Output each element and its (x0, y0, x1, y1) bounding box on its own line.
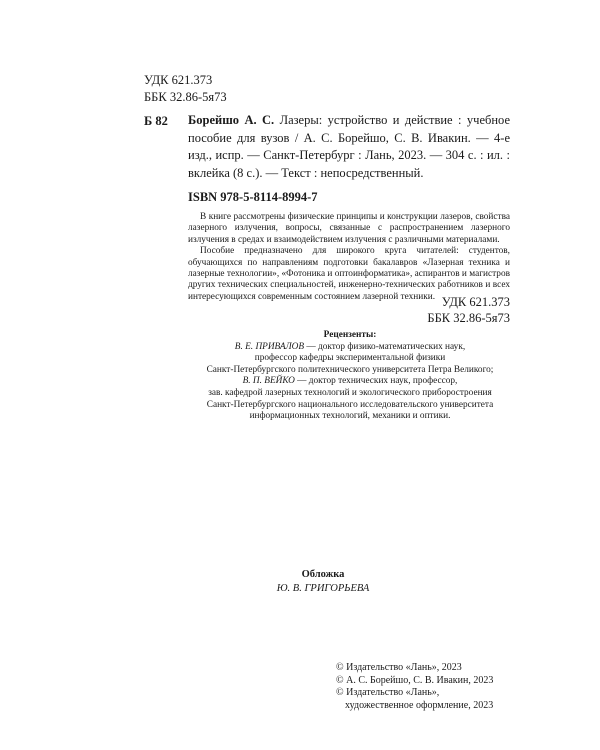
reviewer-1-line-3: Санкт-Петербургского политехнического университета Петра Великого; (206, 364, 494, 375)
reviewer-1-line-2: профессор кафедры экспериментальной физики (254, 353, 446, 364)
cover-credit (188, 568, 458, 596)
udc-block-top (144, 72, 227, 106)
copyright-line-3: © Издательство «Лань», (336, 687, 440, 699)
reviewer-2-line-3: Санкт-Петербургского национального исследовательского университета (206, 399, 494, 410)
reviewers-block (188, 330, 512, 423)
bbk-code-right: ББК 32.86-5я73 (427, 311, 510, 325)
reviewer-1-line-1 (188, 342, 512, 354)
annotation-paragraph-1: В книге рассмотрены физические принципы и конструкции лазеров, свойства лазерного излучения, вопросы, связанные с распространением лазерного излучения в средах и взаимодействием излучения с различными материалами. (188, 212, 510, 245)
reviewer-2-line-2: зав. кафедрой лазерных технологий и экологического приборостроения (208, 387, 492, 398)
reviewer-2-degree: — доктор технических наук, профессор, (294, 376, 458, 387)
bbk-code: ББК 32.86-5я73 (144, 90, 227, 104)
reviewer-2-line-4: информационных технологий, механики и оптики. (249, 411, 451, 422)
entry-author: Борейшо А. С. (188, 113, 275, 127)
reviewer-1-name: В. Е. ПРИВАЛОВ (234, 341, 305, 352)
cover-title: Обложка (301, 569, 345, 580)
copyright-line-2: © А. С. Борейшо, С. В. Ивакин, 2023 (336, 674, 494, 686)
reviewers-title: Рецензенты: (323, 330, 377, 340)
copyright-line-1: © Издательство «Лань», 2023 (336, 662, 462, 673)
reviewer-1-degree: — доктор физико-математических наук, (304, 341, 466, 352)
bibliographic-entry (188, 112, 510, 182)
annotation (188, 212, 510, 303)
entry-text: Лазеры: устройство и действие : учебное пособие для вузов / А. С. Борейшо, С. В. Ивакин. — 4-е изд., испр. — Санкт-Петербург : Лань, 2023. — 304 с. : ил. : вклейка (8 с.). — Текст : непосредственный. (188, 113, 510, 180)
author-code: Б 82 (144, 114, 168, 128)
reviewer-2-line-1 (188, 376, 512, 388)
copyright-block (336, 662, 493, 712)
udc-block-right (427, 294, 510, 326)
reviewer-2-name: В. П. ВЕЙКО (242, 376, 295, 387)
udk-code: УДК 621.373 (144, 73, 213, 87)
copyright-line-4: художественное оформление, 2023 (345, 699, 494, 711)
annotation-paragraph-2: Пособие предназначено для широкого круга читателей: студентов, обучающихся по направлениям подготовки бакалавров «Лазерная техника и лазерные технологии», «Фотоника и оптоинформатика», аспирантов и магистров других технических специальностей, инженерно-технических работников и всех интересующихся современным состоянием лазерной техники. (188, 246, 510, 302)
cover-designer: Ю. В. ГРИГОРЬЕВА (276, 583, 370, 594)
udk-code-right: УДК 621.373 (441, 295, 510, 309)
isbn: ISBN 978-5-8114-8994-7 (188, 190, 318, 204)
